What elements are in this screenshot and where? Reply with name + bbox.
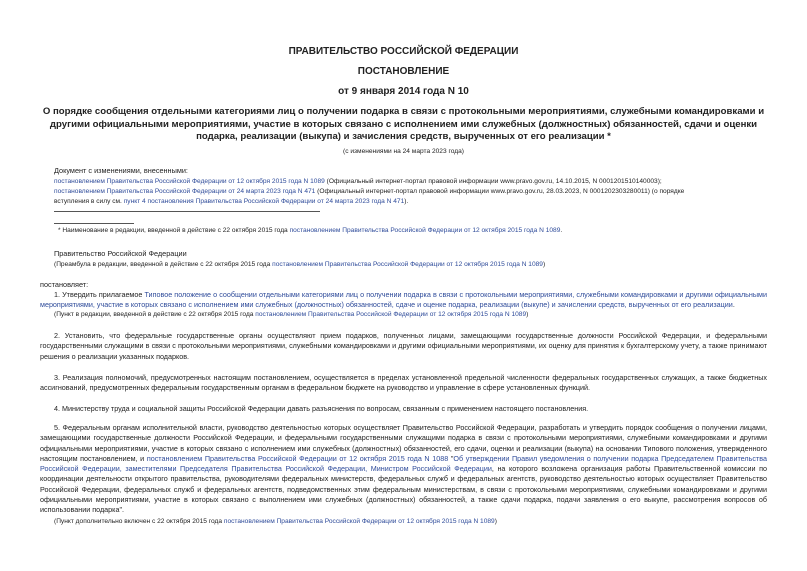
item-1-note-link[interactable]: постановлением Правительства Российской Федерации от 12 октября 2015 года N 1089 bbox=[255, 311, 527, 318]
changes-line-3: вступления в силу см. пункт 4 постановления Правительства Российской Федерации от 24 марта 2023 года N 471). bbox=[54, 198, 409, 205]
decree-1088-link[interactable]: постановлением Правительства Российской Федерации от 12 октября 2015 года N 1088 bbox=[146, 453, 449, 463]
authority-heading: ПРАВИТЕЛЬСТВО РОССИЙСКОЙ ФЕДЕРАЦИИ bbox=[288, 46, 519, 57]
preamble-line-1: Правительство Российской Федерации bbox=[54, 249, 187, 258]
changes-line-1: постановлением Правительства Российской Федерации от 12 октября 2015 года N 1089 (Официальный интернет-портал правовой информации www.pravo.gov.ru, 14.10.2015, N 0001201510140003); bbox=[54, 178, 662, 185]
changes-divider bbox=[54, 211, 320, 212]
change-link-471[interactable]: постановлением Правительства Российской Федерации от 24 марта 2023 года N 471 bbox=[54, 188, 316, 195]
change-link-1089[interactable]: постановлением Правительства Российской Федерации от 12 октября 2015 года N 1089 bbox=[54, 178, 325, 185]
item-5-note-link[interactable]: постановлением Правительства Российской Федерации от 12 октября 2015 года N 1089 bbox=[223, 518, 495, 525]
item-1-note: (Пункт в редакции, введенной в действие с 22 октября 2015 года постановлением Правительства Российской Федерации от 12 октября 2015 года N 1089) bbox=[54, 311, 529, 318]
preamble-line-2: (Преамбула в редакции, введенной в действие с 22 октября 2015 года постановлением Правительства Российской Федерации от 12 октября 2015 года N 1089) bbox=[54, 261, 546, 268]
item-1: 1. Утвердить прилагаемое Типовое положение о сообщении отдельными категориями лиц о получении подарка в связи с протокольными мероприятиями, служебными командировками и другими официальными мероприятиями, участие в которых связано с исполнением ими служебных (должностных) обязанностей, сдаче и оценке подарка, реализации (выкупе) и зачислении средств, вырученных от его реализации. bbox=[40, 290, 767, 310]
change-link-item4-471[interactable]: пункт 4 постановления Правительства Российской Федерации от 24 марта 2023 года N 471 bbox=[123, 198, 405, 205]
item-5-note: (Пункт дополнительно включен с 22 октября 2015 года постановлением Правительства Российской Федерации от 12 октября 2015 года N 1089) bbox=[54, 518, 497, 525]
decree-word: постановляет: bbox=[40, 280, 89, 289]
footnote-divider bbox=[54, 223, 134, 224]
date-number-heading: от 9 января 2014 года N 10 bbox=[338, 86, 469, 97]
preamble-link[interactable]: постановлением Правительства Российской Федерации от 12 октября 2015 года N 1089 bbox=[272, 261, 543, 268]
notification-rules-link[interactable]: Об утверждении Правил уведомления о получении подарка Председателем Правительства Российской Федерации, заместителями Председателя Правительства Российской Федерации, Министром Российской Федерации bbox=[40, 453, 767, 474]
item-4: 4. Министерству труда и социальной защиты Российской Федерации давать разъяснения по вопросам, связанным с применением настоящего постановления. bbox=[54, 404, 589, 413]
typical-regulation-link[interactable]: Типовое положение о сообщении отдельными категориями лиц о получении подарка в связи с протокольными мероприятиями, служебными командировками и другими официальными мероприятиями, участие в которых связано с исполнением ими служебных (должностных) обязанностей, сдаче и оценке подарка, реализации (выкупе) и зачислении средств, вырученных от его реализации bbox=[40, 290, 767, 310]
doc-type-heading: ПОСТАНОВЛЕНИЕ bbox=[357, 66, 450, 77]
footnote: * Наименование в редакции, введенной в действие с 22 октября 2015 года постановлением Правительства Российской Федерации от 12 октября 2015 года N 1089. bbox=[58, 227, 563, 234]
document-title: О порядке сообщения отдельными категориями лиц о получении подарка в связи с протокольными мероприятиями, служебными командировками и другими официальными мероприятиями, участие в которых связано с исполнением ими служебных (должностных) обязанностей, сдачи и оценки подарка, реализации (выкупа) и зачисления средств, вырученных от его реализации * bbox=[42, 106, 765, 142]
item-3: 3. Реализация полномочий, предусмотренных настоящим постановлением, осуществляется в пределах установленной предельной численности федеральных государственных служащих, а также бюджетных ассигнований, предусмотренных федеральным государственным органам в федеральном бюджете на руководство и управление в сфере установленных функций. bbox=[40, 373, 767, 393]
amendment-note: (с изменениями на 24 марта 2023 года) bbox=[343, 148, 464, 155]
footnote-link[interactable]: постановлением Правительства Российской Федерации от 12 октября 2015 года N 1089 bbox=[289, 227, 561, 234]
item-2: 2. Установить, что федеральные государственные органы осуществляют прием подарков, полученных лицами, замещающими государственные должности Российской Федерации, и федеральными государственными служащими в связи с протокольными мероприятиями, служебными командировками и другими официальными мероприятиями, их оценку для принятия к бухгалтерскому учету, а также принимают решения о реализации указанных подарков. bbox=[40, 331, 767, 361]
changes-heading: Документ с изменениями, внесенными: bbox=[54, 166, 188, 175]
item-5: 5. Федеральным органам исполнительной власти, руководство деятельностью которых осуществляет Правительство Российской Федерации, разработать и утвердить порядок сообщения о получении лицами, замещающими государственные должности Российской Федерации, и федеральными государственными служащими подарка в связи с протокольными мероприятиями, служебными командировками и другими официальными мероприятиями, участие в которых связано с исполнением ими служебных (должностных) обязанностей, его сдачи, оценки и реализации (выкупа) на основании Типового положения, утвержденного настоящим постановлением, и постановлением Правительства Российской Федерации от 12 октября 2015 года N 1088 "Об утверждении Правил уведомления о получении подарка Председателем Правительства Российской Федерации, заместителями Председателя Правительства Российской Федерации, Министром Российской Федерации, на которого возложена организация работы Правительственной комиссии по координации деятельности открытого правительства, руководителями федеральных министерств, федеральных служб и федеральных агентств, руководство деятельностью которых осуществляет Правительство Российской Федерации, федеральных служб и федеральных агентств, подведомственных этим федеральным министерствам, в связи с протокольными мероприятиями, служебными командировками и другими официальными мероприятиями, участие в которых связано с выполнением ими служебных (должностных) обязанностей, а также сдачи подарка, подачи заявления о его выкупе, рассмотрения вопросов об использовании подарка". bbox=[40, 423, 767, 515]
changes-line-2: постановлением Правительства Российской Федерации от 24 марта 2023 года N 471 (Официальный интернет-портал правовой информации www.pravo.gov.ru, 28.03.2023, N 0001202303280011) (о порядке bbox=[54, 188, 685, 195]
